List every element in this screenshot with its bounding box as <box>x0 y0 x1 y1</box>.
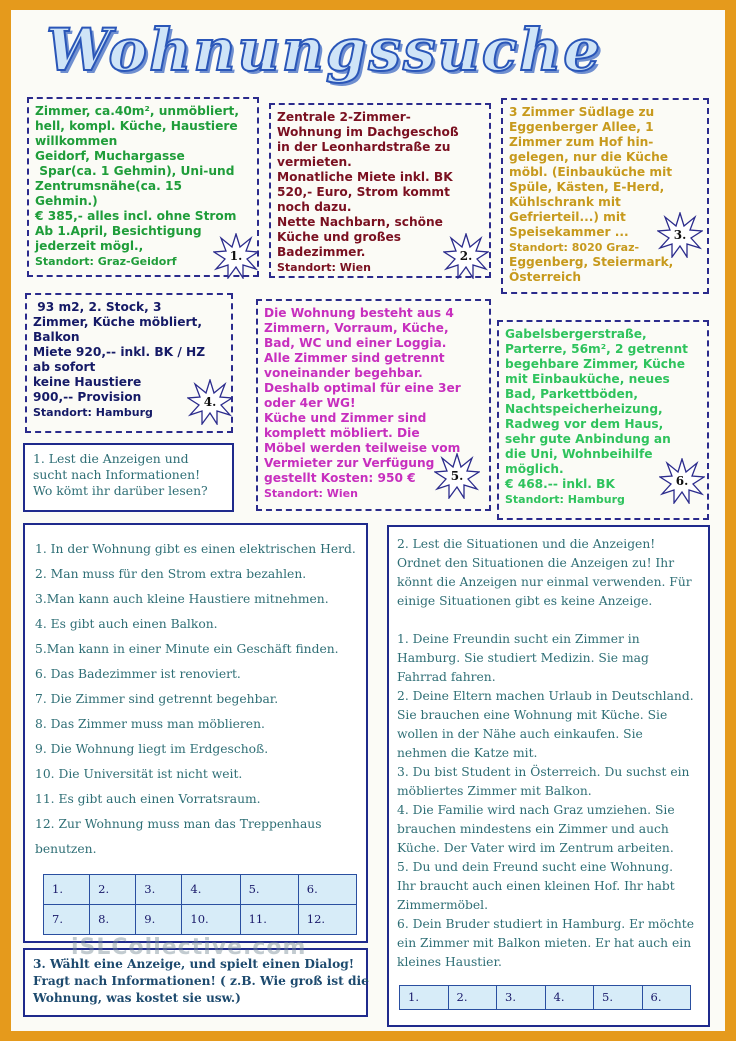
ad-line: Nette Nachbarn, schöne <box>277 215 443 229</box>
ad-line: Kühlschrank mit <box>509 195 621 209</box>
ad-line: möglich. <box>505 462 564 476</box>
statement-item: benutzen. <box>35 842 97 856</box>
ad-line: begehbare Zimmer, Küche <box>505 357 685 371</box>
ad-line: Parterre, 56m², 2 getrennt <box>505 342 688 356</box>
ad-line: Geidorf, Muchargasse <box>35 149 185 163</box>
star-badge-3 <box>657 212 703 258</box>
ad-line: Zentrumsnähe(ca. 15 <box>35 179 182 193</box>
task-1-line: 1. Lest die Anzeigen und <box>33 451 189 466</box>
ad-3 <box>501 98 709 294</box>
answer-cell[interactable]: 3. <box>497 986 546 1010</box>
ad-line: Radweg vor dem Haus, <box>505 417 664 431</box>
ad-6 <box>497 320 709 520</box>
statement-item: 3.Man kann auch kleine Haustiere mitnehmen. <box>35 592 329 606</box>
worksheet-page <box>11 10 725 1031</box>
ad-line: Deshalb optimal für eine 3er <box>264 381 461 395</box>
statement-item: 8. Das Zimmer muss man möblieren. <box>35 717 265 731</box>
answer-cell[interactable]: 3. <box>136 875 182 905</box>
star-number: 5. <box>450 469 464 483</box>
answer-cell[interactable]: 6. <box>642 986 691 1010</box>
situation-line: Fahrrad fahren. <box>397 670 496 684</box>
ad-line: Spüle, Kästen, E-Herd, <box>509 180 665 194</box>
task-1-line: Wo kömt ihr darüber lesen? <box>33 483 208 498</box>
ad-line: möbl. (Einbauküche mit <box>509 165 673 179</box>
answer-cell[interactable]: 4. <box>182 875 240 905</box>
answer-cell[interactable]: 7. <box>44 905 90 935</box>
star-badge-6 <box>659 458 705 504</box>
ad-line: Zimmer zum Hof hin- <box>509 135 654 149</box>
ad-location: Standort: Wien <box>277 261 371 274</box>
situation-line: Zimmermöbel. <box>397 898 489 912</box>
situation-line: möbliertes Zimmer mit Balkon. <box>397 784 592 798</box>
statement-item: 11. Es gibt auch einen Vorratsraum. <box>35 792 261 806</box>
ad-line: Ab 1.April, Besichtigung <box>35 224 202 238</box>
ad-location: Standort: Wien <box>264 487 358 500</box>
ad-line: Zentrale 2-Zimmer- <box>277 110 411 124</box>
ad-line: Zimmer, Küche möbliert, <box>33 315 202 329</box>
situation-line: Sie brauchen eine Wohnung mit Küche. Sie <box>397 708 668 722</box>
star-number: 3. <box>673 228 687 242</box>
ad-line: Speisekammer ... <box>509 225 629 239</box>
task-3-line: Wohnung, was kostet sie usw.) <box>33 991 241 1005</box>
ad-line: Küche und Zimmer sind <box>264 411 427 425</box>
answer-cell[interactable]: 1. <box>44 875 90 905</box>
ad-line: Vermieter zur Verfügung <box>264 456 435 470</box>
ad-4 <box>25 293 233 433</box>
ad-line: vermieten. <box>277 155 352 169</box>
situation-line: Küche. Der Vater wird im Zentrum arbeiten. <box>397 841 674 855</box>
ad-line: Gabelsbergerstraße, <box>505 327 647 341</box>
task-3-line: Fragt nach Informationen! ( z.B. Wie groß ist die <box>33 974 369 988</box>
situations-box <box>387 525 710 1027</box>
star-badge-4 <box>187 379 233 425</box>
ad-line: Eggenberg, Steiermark, <box>509 255 674 269</box>
ad-line: ab sofort <box>33 360 96 374</box>
answer-cell[interactable]: 4. <box>545 986 594 1010</box>
ad-line: Gehmin.) <box>35 194 98 208</box>
answer-cell[interactable]: 8. <box>90 905 136 935</box>
answer-cell[interactable]: 9. <box>136 905 182 935</box>
ad-line: jederzeit mögl., <box>35 239 144 253</box>
task-3-line: 3. Wählt eine Anzeige, und spielt einen Dialog! <box>33 957 355 971</box>
answer-cell[interactable]: 11. <box>240 905 298 935</box>
statement-item: 7. Die Zimmer sind getrennt begehbar. <box>35 692 279 706</box>
situation-line <box>397 611 700 630</box>
ad-line: Wohnung im Dachgeschoß <box>277 125 459 139</box>
ad-line: hell, kompl. Küche, Haustiere <box>35 119 238 133</box>
ad-line: Küche und großes <box>277 230 402 244</box>
star-number: 6. <box>675 474 689 488</box>
statement-item: 12. Zur Wohnung muss man das Treppenhaus <box>35 817 322 831</box>
situation-line: wollen in der Nähe auch einkaufen. Sie <box>397 727 643 741</box>
ad-line: noch dazu. <box>277 200 352 214</box>
statement-item: 5.Man kann in einer Minute ein Geschäft finden. <box>35 642 339 656</box>
ad-line: Zimmer, ca.40m², unmöbliert, <box>35 104 239 118</box>
ad-location: Standort: Graz-Geidorf <box>35 255 177 268</box>
situation-line: 6. Dein Bruder studiert in Hamburg. Er möchte <box>397 917 694 931</box>
ad-line: Österreich <box>509 270 582 284</box>
star-number: 4. <box>203 395 217 409</box>
answer-grid-1 <box>43 874 357 935</box>
worksheet-title <box>46 16 696 96</box>
situation-line: 5. Du und dein Freund sucht eine Wohnung. <box>397 860 674 874</box>
answer-cell[interactable]: 5. <box>240 875 298 905</box>
answer-grid-2 <box>399 985 691 1010</box>
situation-line: nehmen die Katze mit. <box>397 746 538 760</box>
ad-line: die Uni, Wohnbeihilfe <box>505 447 653 461</box>
answer-cell[interactable]: 1. <box>400 986 449 1010</box>
situation-line: brauchen mindestens ein Zimmer und auch <box>397 822 669 836</box>
ad-line: Badezimmer. <box>277 245 366 259</box>
situation-line: kleines Haustier. <box>397 955 502 969</box>
ad-line: Nachtspeicherheizung, <box>505 402 663 416</box>
ad-line: keine Haustiere <box>33 375 142 389</box>
ad-line: Gefrierteil...) mit <box>509 210 626 224</box>
ad-location: Standort: Hamburg <box>505 493 625 506</box>
ad-line: € 385,- alles incl. ohne Strom <box>35 209 237 223</box>
task-1-instructions <box>23 443 234 512</box>
ad-line: Alle Zimmer sind getrennt <box>264 351 445 365</box>
ad-line: Bad, WC und einer Loggia. <box>264 336 447 350</box>
situation-line: 4. Die Familie wird nach Graz umziehen. Sie <box>397 803 675 817</box>
situation-line: ein Zimmer mit Balkon mieten. Er hat auch ein <box>397 936 692 950</box>
ad-line: gelegen, nur die Küche <box>509 150 669 164</box>
ad-line: Die Wohnung besteht aus 4 <box>264 306 454 320</box>
answer-cell[interactable]: 2. <box>448 986 497 1010</box>
situation-line: könnt die Anzeigen nur einmal verwenden. Für <box>397 575 692 589</box>
ad-line: € 468.-- inkl. BK <box>505 477 615 491</box>
answer-grid-row <box>44 905 357 935</box>
ad-line: Möbel werden teilweise vom <box>264 441 461 455</box>
statements-box <box>23 523 368 943</box>
ad-line: voneinander begehbar. <box>264 366 423 380</box>
ad-line: 520,- Euro, Strom kommt <box>277 185 450 199</box>
ad-line: Bad, Parkettböden, <box>505 387 639 401</box>
situation-line: Ihr braucht auch einen kleinen Hof. Ihr habt <box>397 879 675 893</box>
star-badge-5 <box>434 453 480 499</box>
situation-line: Ordnet den Situationen die Anzeigen zu! Ihr <box>397 556 675 570</box>
situation-line: 2. Deine Eltern machen Urlaub in Deutschland. <box>397 689 694 703</box>
statement-item: 1. In der Wohnung gibt es einen elektrischen Herd. <box>35 542 356 556</box>
ad-2 <box>269 103 491 278</box>
situation-line: 3. Du bist Student in Österreich. Du suchst ein <box>397 765 690 779</box>
ad-line: Zimmern, Vorraum, Küche, <box>264 321 449 335</box>
watermark: iSLCollective.com <box>71 935 307 960</box>
ad-line: in der Leonhardstraße zu <box>277 140 451 154</box>
ad-line: Balkon <box>33 330 80 344</box>
answer-cell[interactable]: 2. <box>90 875 136 905</box>
ad-line: 900,-- Provision <box>33 390 142 404</box>
title-text: Wohnungssuche <box>46 16 603 84</box>
answer-grid-row <box>400 986 691 1010</box>
situation-line: 1. Deine Freundin sucht ein Zimmer in <box>397 632 640 646</box>
ad-line: Monatliche Miete inkl. BK <box>277 170 453 184</box>
situation-line: einige Situationen gibt es keine Anzeige. <box>397 594 653 608</box>
star-badge-2 <box>443 233 489 279</box>
star-number: 1. <box>229 249 243 263</box>
statement-item: 9. Die Wohnung liegt im Erdgeschoß. <box>35 742 269 756</box>
statement-item: 10. Die Universität ist nicht weit. <box>35 767 243 781</box>
situation-line: 2. Lest die Situationen und die Anzeigen! <box>397 537 656 551</box>
answer-grid-row <box>44 875 357 905</box>
ad-location: Standort: 8020 Graz- <box>509 241 640 254</box>
star-number: 2. <box>459 249 473 263</box>
ad-line: Eggenberger Allee, 1 <box>509 120 654 134</box>
ad-line: mit Einbauküche, neues <box>505 372 670 386</box>
ad-line: 3 Zimmer Südlage zu <box>509 105 655 119</box>
ad-line: sehr gute Anbindung an <box>505 432 671 446</box>
ad-line: 93 m2, 2. Stock, 3 <box>33 300 162 314</box>
statement-item: 6. Das Badezimmer ist renoviert. <box>35 667 241 681</box>
task-1-line: sucht nach Informationen! <box>33 467 201 482</box>
ad-line: Spar(ca. 1 Gehmin), Uni-und <box>35 164 235 178</box>
answer-cell[interactable]: 6. <box>298 875 356 905</box>
statement-item: 2. Man muss für den Strom extra bezahlen. <box>35 567 307 581</box>
star-badge-1 <box>213 233 259 279</box>
ad-line: Miete 920,-- inkl. BK / HZ <box>33 345 206 359</box>
ad-line: oder 4er WG! <box>264 396 356 410</box>
ad-1 <box>27 97 259 277</box>
statement-item: 4. Es gibt auch einen Balkon. <box>35 617 218 631</box>
ad-line: willkommen <box>35 134 118 148</box>
ad-line: gestellt Kosten: 950 € <box>264 471 416 485</box>
situation-line: Hamburg. Sie studiert Medizin. Sie mag <box>397 651 649 665</box>
ad-line: komplett möbliert. Die <box>264 426 420 440</box>
ad-5 <box>256 299 491 511</box>
answer-cell[interactable]: 5. <box>594 986 643 1010</box>
ad-location: Standort: Hamburg <box>33 406 153 419</box>
answer-cell[interactable]: 12. <box>298 905 356 935</box>
answer-cell[interactable]: 10. <box>182 905 240 935</box>
